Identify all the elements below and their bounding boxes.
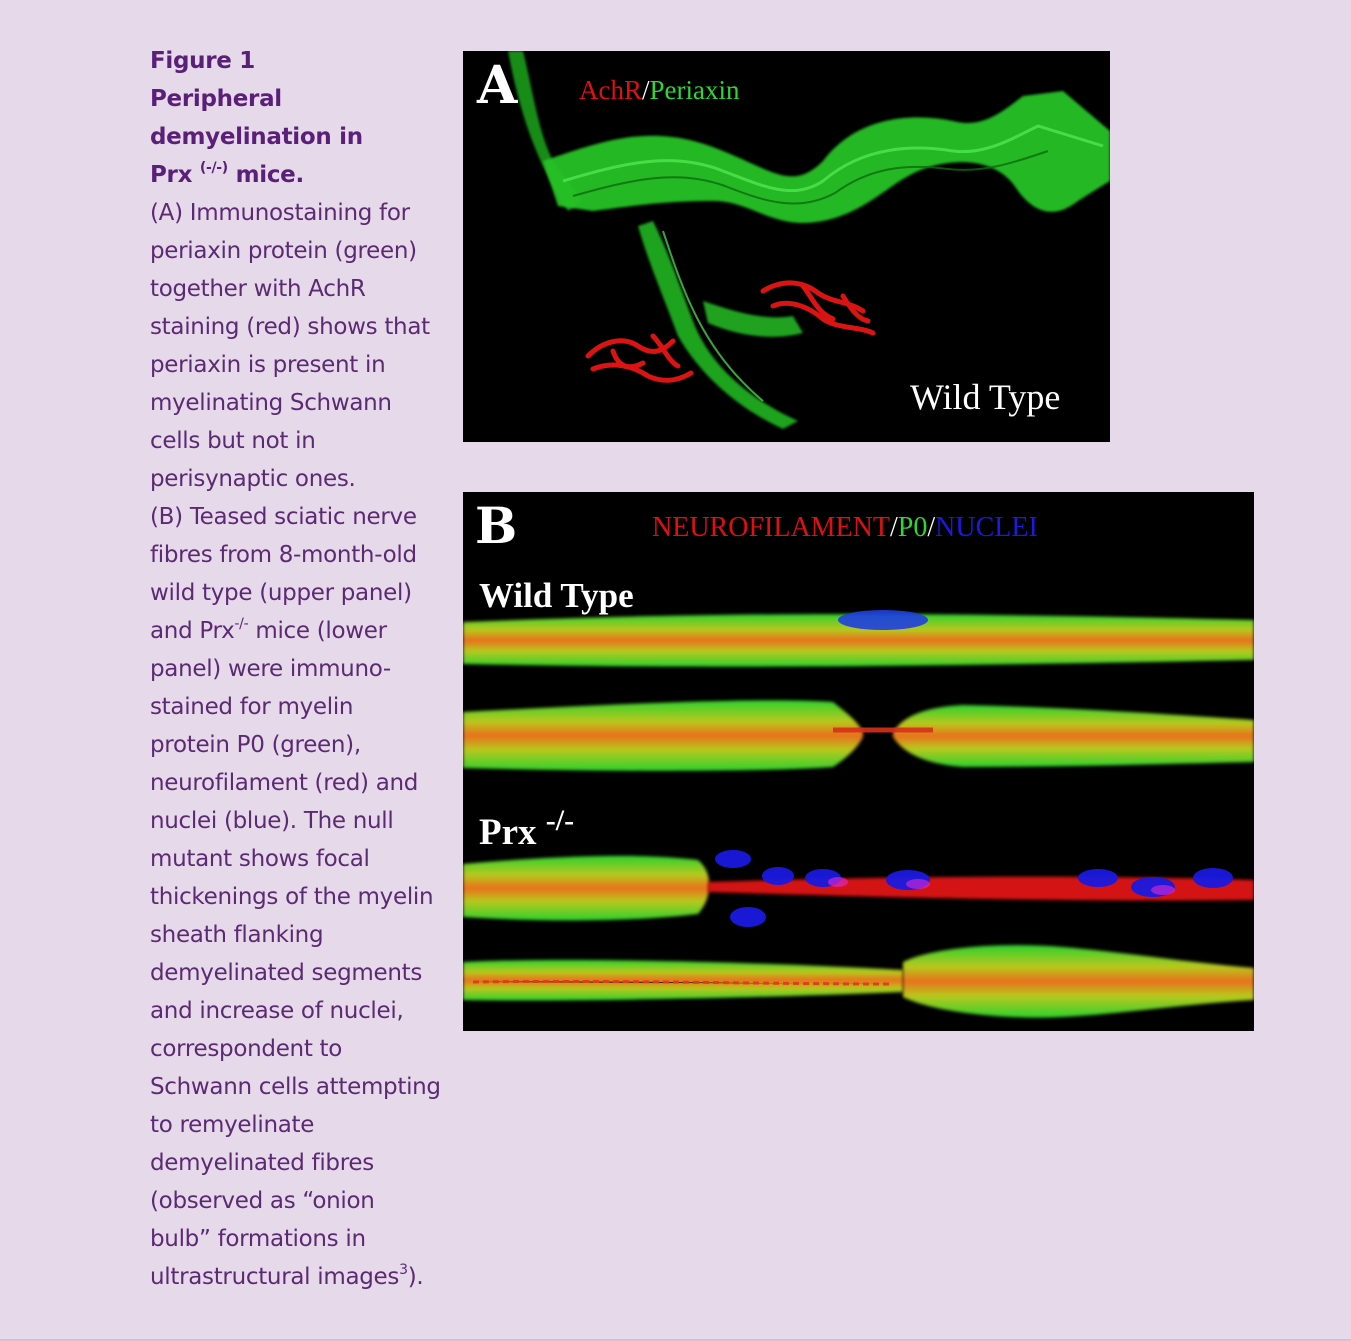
panel-b-genotype-prx-sup: -/-: [545, 804, 575, 837]
panel-a-letter: A: [477, 55, 518, 116]
panel-b-stain-separator: /: [927, 512, 936, 543]
caption-body-line: to remyelinate: [150, 1112, 315, 1138]
caption-title-line: [150, 156, 440, 194]
caption-body-line: neurofilament (red) and: [150, 770, 419, 796]
caption-body-line: demyelinated fibres: [150, 1150, 374, 1176]
panel-b-letter: B: [475, 496, 518, 555]
panel-b-stain-separator: /: [890, 512, 898, 543]
caption-body-line: staining (red) shows that: [150, 314, 430, 340]
caption-prx-text: and Prx: [150, 618, 235, 644]
caption-body-line: (B) Teased sciatic nerve: [150, 504, 417, 530]
caption-body-line: [150, 1258, 440, 1296]
caption-body-line: perisynaptic ones.: [150, 466, 356, 492]
caption-last-suffix: ).: [407, 1264, 424, 1290]
caption-body-b: [150, 498, 440, 1296]
micrograph-b-image: [463, 492, 1254, 1031]
caption-body-line: Schwann cells attempting: [150, 1074, 441, 1100]
panel-a-genotype-label: Wild Type: [910, 377, 1061, 417]
caption-reference-sup: 3: [399, 1262, 408, 1278]
panel-b-genotype-wild-type: Wild Type: [479, 576, 634, 615]
caption-body-line: correspondent to: [150, 1036, 343, 1062]
caption-body-line: periaxin is present in: [150, 352, 386, 378]
caption-title: [150, 42, 440, 194]
caption-body-line: cells but not in: [150, 428, 316, 454]
caption-body-line: myelinating Schwann: [150, 390, 392, 416]
panel-b-genotype-prx: [479, 804, 574, 854]
panel-b-genotype-prx-text: Prx: [479, 812, 546, 853]
panel-a-stain-separator: /: [642, 75, 650, 105]
caption-body-line: nuclei (blue). The null: [150, 808, 394, 834]
caption-title-line: Figure 1: [150, 48, 255, 74]
caption-title-prx: Prx: [150, 162, 200, 188]
caption-body-line: and increase of nuclei,: [150, 998, 404, 1024]
caption-body-line: protein P0 (green),: [150, 732, 361, 758]
figure-caption: [150, 42, 440, 1296]
panel-a-stain-legend: [579, 75, 740, 106]
caption-body-line: together with AchR: [150, 276, 366, 302]
panel-b-stain-neurofilament: NEUROFILAMENT: [652, 512, 890, 543]
micrograph-panel-b: [463, 492, 1254, 1031]
panel-a-stain-achr: AchR: [579, 75, 642, 105]
caption-body-line: mutant shows focal: [150, 846, 370, 872]
caption-title-line: Peripheral: [150, 86, 282, 112]
caption-last-text: ultrastructural images: [150, 1264, 400, 1290]
caption-title-line: demyelination in: [150, 124, 363, 150]
caption-body-line: demyelinated segments: [150, 960, 423, 986]
caption-body-line: bulb” formations in: [150, 1226, 366, 1252]
caption-body-line: sheath flanking: [150, 922, 324, 948]
caption-body-a: [150, 194, 440, 498]
caption-body-line: (observed as “onion: [150, 1188, 375, 1214]
caption-body-line: wild type (upper panel): [150, 580, 412, 606]
caption-body-line: fibres from 8-month-old: [150, 542, 417, 568]
panel-b-stain-p0: P0: [897, 512, 928, 543]
caption-body-line: panel) were immuno-: [150, 656, 391, 682]
caption-title-genotype-sup: (-/-): [199, 160, 228, 176]
caption-body-line: (A) Immunostaining for: [150, 200, 410, 226]
caption-body-line: thickenings of the myelin: [150, 884, 434, 910]
micrograph-panel-a: [463, 51, 1110, 442]
caption-prx-suffix: mice (lower: [248, 618, 387, 644]
panel-b-stain-legend: [652, 512, 1038, 544]
panel-a-stain-periaxin: Periaxin: [649, 75, 740, 105]
caption-title-mice: mice.: [227, 162, 304, 188]
caption-body-line: stained for myelin: [150, 694, 354, 720]
panel-b-stain-nuclei: NUCLEI: [935, 512, 1038, 543]
caption-body-line: [150, 612, 440, 650]
caption-prx-sup: -/-: [234, 616, 249, 632]
caption-body-line: periaxin protein (green): [150, 238, 417, 264]
